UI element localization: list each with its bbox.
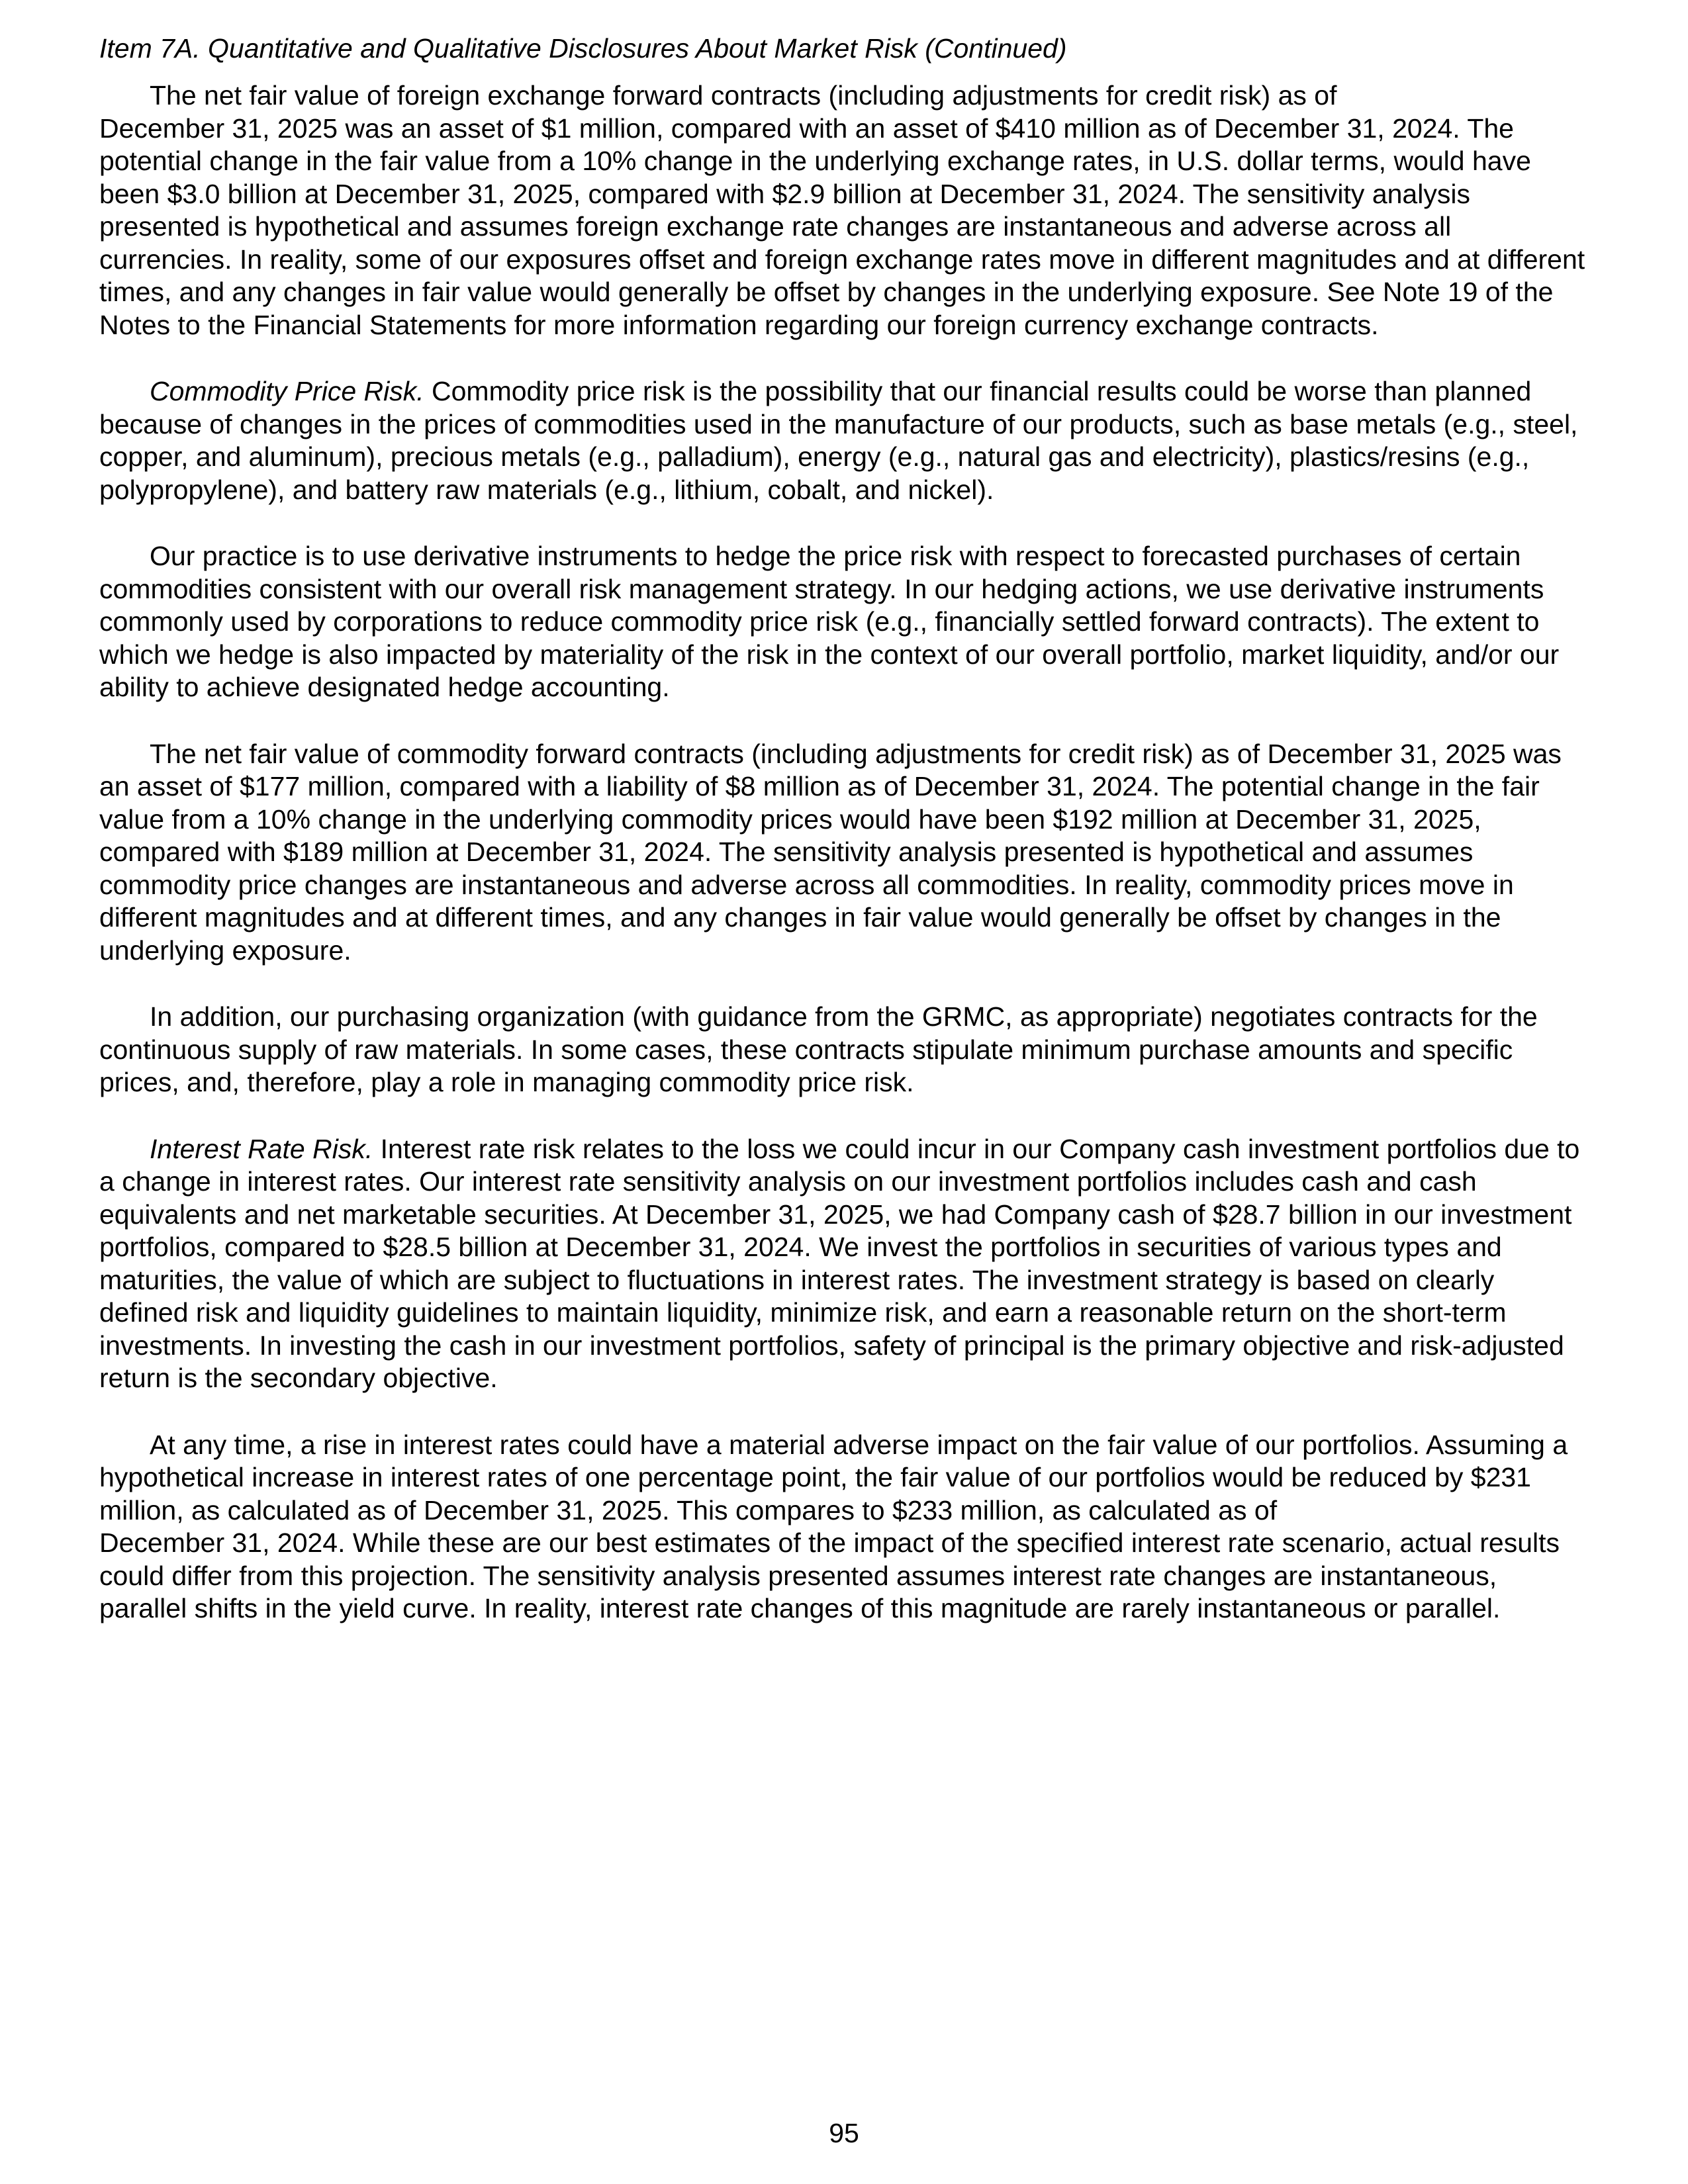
- paragraph-commodity-fair-value: [99, 738, 1589, 968]
- paragraph-text: The net fair value of foreign exchange forward contracts (including adjustments for credit risk) as of: [150, 80, 1337, 111]
- paragraph-hedging-practice: [99, 540, 1589, 704]
- paragraph-text: Commodity price risk is the possibility that our financial results could be worse than planned because of changes in the prices of commodities used in the manufacture of our products, such as base metals (e.g., steel, copper, and aluminum), precious metals (e.g., palladium), energy (e.g., natural gas and electricity), plastics/resins (e.g., polypropylene), and battery raw materials (e.g., lithium, cobalt, and nickel).: [99, 376, 1578, 505]
- paragraph-text: December 31, 2025 was an asset of $1 million, compared with an asset of $410 million as of December 31, 2024. The potential change in the fair value from a 10% change in the underlying exchange rates, in U.S. dollar terms, would have been $3.0 billion at December 31, 2025, compared with $2.9 billion at December 31, 2024. The sensitivity analysis presented is hypothetical and assumes foreign exchange rate changes are instantaneous and adverse across all currencies. In reality, some of our exposures offset and foreign exchange rates move in different magnitudes and at different times, and any changes in fair value would generally be offset by changes in the underlying exposure. See Note 19 of the Notes to the Financial Statements for more information regarding our foreign currency exchange contracts.: [99, 113, 1585, 340]
- paragraph-purchasing-contracts: [99, 1001, 1589, 1099]
- section-header: Item 7A. Quantitative and Qualitative Disclosures About Market Risk (Continued): [99, 33, 1067, 64]
- paragraph-text: The net fair value of commodity forward contracts (including adjustments for credit risk) as of December 31, 2025 was an asset of $177 million, compared with a liability of $8 million as of December 31, 2024. The potential change in the fair value from a 10% change in the underlying commodity prices would have been $192 million at December 31, 2025, compared with $189 million at December 31, 2024. The sensitivity analysis presented is hypothetical and assumes commodity price changes are instantaneous and adverse across all commodities. In reality, commodity prices move in different magnitudes and at different times, and any changes in fair value would generally be offset by changes in the underlying exposure.: [99, 738, 1562, 966]
- page-number: 95: [829, 2118, 859, 2148]
- paragraph-text: Our practice is to use derivative instruments to hedge the price risk with respect to forecasted purchases of certain commodities consistent with our overall risk management strategy. In our hedging actions, we use derivative instruments commonly used by corporations to reduce commodity price risk (e.g., financially settled forward contracts). The extent to which we hedge is also impacted by materiality of the risk in the context of our overall portfolio, market liquidity, and/or our ability to achieve designated hedge accounting.: [99, 541, 1560, 702]
- paragraph-text: In addition, our purchasing organization (with guidance from the GRMC, as appropriate) negotiates contracts for the continuous supply of raw materials. In some cases, these contracts stipulate minimum purchase amounts and specific prices, and, therefore, play a role in managing commodity price risk.: [99, 1001, 1538, 1097]
- paragraph-fx-fair-value: [99, 79, 1589, 341]
- paragraph-interest-rate-risk: [99, 1133, 1589, 1395]
- paragraph-commodity-price-risk: [99, 375, 1589, 506]
- paragraph-lead-heading: Commodity Price Risk.: [150, 376, 424, 406]
- paragraph-lead-heading: Interest Rate Risk.: [150, 1133, 373, 1164]
- paragraph-rate-sensitivity: [99, 1429, 1589, 1625]
- paragraph-text: December 31, 2024. While these are our best estimates of the impact of the specified interest rate scenario, actual results could differ from this projection. The sensitivity analysis presented assumes interest rate changes are instantaneous, parallel shifts in the yield curve. In reality, interest rate changes of this magnitude are rarely instantaneous or parallel.: [99, 1527, 1560, 1623]
- document-page: [99, 32, 1589, 1659]
- paragraph-text: Interest rate risk relates to the loss we could incur in our Company cash investment portfolios due to a change in interest rates. Our interest rate sensitivity analysis on our investment portfolios includes cash and cash equivalents and net marketable securities. At December 31, 2025, we had Company cash of $28.7 billion in our investment portfolios, compared to $28.5 billion at December 31, 2024. We invest the portfolios in securities of various types and maturities, the value of which are subject to fluctuations in interest rates. The investment strategy is based on clearly defined risk and liquidity guidelines to maintain liquidity, minimize risk, and earn a reasonable return on the short-term investments. In investing the cash in our investment portfolios, safety of principal is the primary objective and risk-adjusted return is the secondary objective.: [99, 1133, 1580, 1393]
- paragraph-text: At any time, a rise in interest rates could have a material adverse impact on the fair value of our portfolios. Assuming a hypothetical increase in interest rates of one percentage point, the fair value of our portfolios would be reduced by $231 million, as calculated as of December 31, 2025. This compares to $233 million, as calculated as of: [99, 1429, 1568, 1525]
